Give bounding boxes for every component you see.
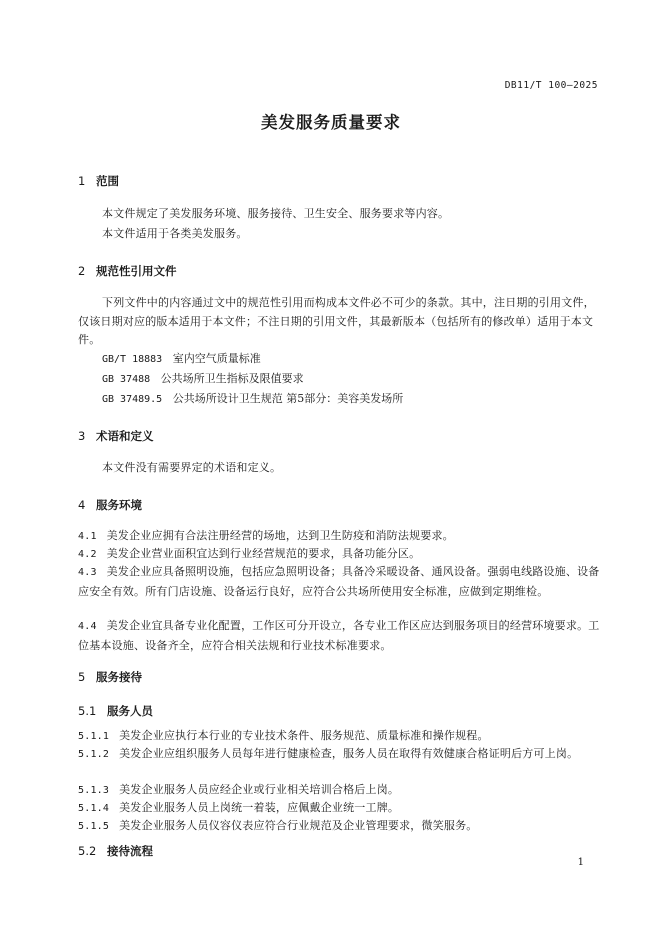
clause-number: 5.1.3 xyxy=(78,785,110,796)
subsection-5-2-heading xyxy=(78,843,153,859)
section-number: 1 xyxy=(78,174,86,188)
section-title: 术语和定义 xyxy=(96,429,154,443)
clause xyxy=(78,781,606,801)
clause-text: 美发企业应组织服务人员每年进行健康检查，服务人员在取得有效健康合格证明后方可上岗。 xyxy=(119,747,579,760)
subsection-title: 接待流程 xyxy=(107,844,153,858)
clause xyxy=(78,617,606,655)
reference-title: 公共场所卫生指标及限值要求 xyxy=(160,372,304,385)
clause-text: 美发企业应拥有合法注册经营的场地，达到卫生防疫和消防法规要求。 xyxy=(106,529,454,542)
section-5-heading xyxy=(78,669,142,685)
section-4-heading xyxy=(78,497,142,513)
section-2-heading xyxy=(78,263,177,279)
clause-number: 4.4 xyxy=(78,621,97,632)
reference-item xyxy=(102,350,261,366)
clause-text: 美发企业服务人员上岗统一着装，应佩戴企业统一工牌。 xyxy=(119,801,400,814)
clause xyxy=(78,563,606,601)
clause-number: 5.1.1 xyxy=(78,731,110,742)
section-title: 服务接待 xyxy=(96,670,142,684)
clause xyxy=(78,817,606,837)
clause xyxy=(78,727,606,747)
clause-number: 5.1.4 xyxy=(78,803,110,814)
reference-title: 公共场所设计卫生规范 第5部分：美容美发场所 xyxy=(172,392,404,405)
clause xyxy=(78,527,606,547)
page-number: 1 xyxy=(577,857,584,868)
reference-item xyxy=(102,370,304,386)
section-number: 5 xyxy=(78,670,86,684)
clause-number: 5.1.5 xyxy=(78,821,110,832)
section-number: 4 xyxy=(78,498,86,512)
clause-number: 4.1 xyxy=(78,531,97,542)
paragraph: 本文件适用于各类美发服务。 xyxy=(102,227,248,240)
section-3-heading xyxy=(78,428,154,444)
reference-title: 室内空气质量标准 xyxy=(172,352,261,365)
section-title: 规范性引用文件 xyxy=(96,264,177,278)
clause-number: 5.1.2 xyxy=(78,749,110,760)
clause xyxy=(78,745,606,765)
subsection-title: 服务人员 xyxy=(107,704,153,718)
clause-text: 美发企业应具备照明设施，包括应急照明设备；具备冷采暖设备、通风设备。强弱电线路设施、设备应安全有效。所有门店设施、设备运行良好，应符合公共场所使用安全标准，应做到定期维检。 xyxy=(78,565,600,598)
reference-item xyxy=(102,390,403,406)
section-title: 服务环境 xyxy=(96,498,142,512)
standard-code: DB11/T 100—2025 xyxy=(504,80,598,91)
clause xyxy=(78,799,606,819)
reference-code: GB 37488 xyxy=(102,374,151,385)
section-title: 范围 xyxy=(96,174,119,188)
section-number: 3 xyxy=(78,429,86,443)
paragraph: 下列文件中的内容通过文中的规范性引用而构成本文件必不可少的条款。其中，注日期的引用文件，仅该日期对应的版本适用于本文件；不注日期的引用文件，其最新版本（包括所有的修改单）适用于本文件。 xyxy=(78,296,595,346)
clause-text: 美发企业服务人员仪容仪表应符合行业规范及企业管理要求，微笑服务。 xyxy=(119,819,478,832)
paragraph: 本文件规定了美发服务环境、服务接待、卫生安全、服务要求等内容。 xyxy=(102,207,450,220)
section-1-heading xyxy=(78,173,119,189)
reference-code: GB 37489.5 xyxy=(102,394,163,405)
paragraph: 本文件没有需要界定的术语和定义。 xyxy=(102,461,282,474)
subsection-number: 5.2 xyxy=(78,844,97,858)
document-title: 美发服务质量要求 xyxy=(261,113,401,132)
clause-text: 美发企业服务人员应经企业或行业相关培训合格后上岗。 xyxy=(119,783,400,796)
section-number: 2 xyxy=(78,264,86,278)
clause-number: 4.3 xyxy=(78,567,97,578)
clause-text: 美发企业宜具备专业化配置，工作区可分开设立，各专业工作区应达到服务项目的经营环境要求。工位基本设施、设备齐全，应符合相关法规和行业技术标准要求。 xyxy=(78,619,600,652)
clause-text: 美发企业营业面积宜达到行业经营规范的要求，具备功能分区。 xyxy=(106,547,421,560)
reference-code: GB/T 18883 xyxy=(102,354,163,365)
clause xyxy=(78,545,606,565)
clause-number: 4.2 xyxy=(78,549,97,560)
subsection-5-1-heading xyxy=(78,703,153,719)
clause-text: 美发企业应执行本行业的专业技术条件、服务规范、质量标准和操作规程。 xyxy=(119,729,489,742)
subsection-number: 5.1 xyxy=(78,704,97,718)
